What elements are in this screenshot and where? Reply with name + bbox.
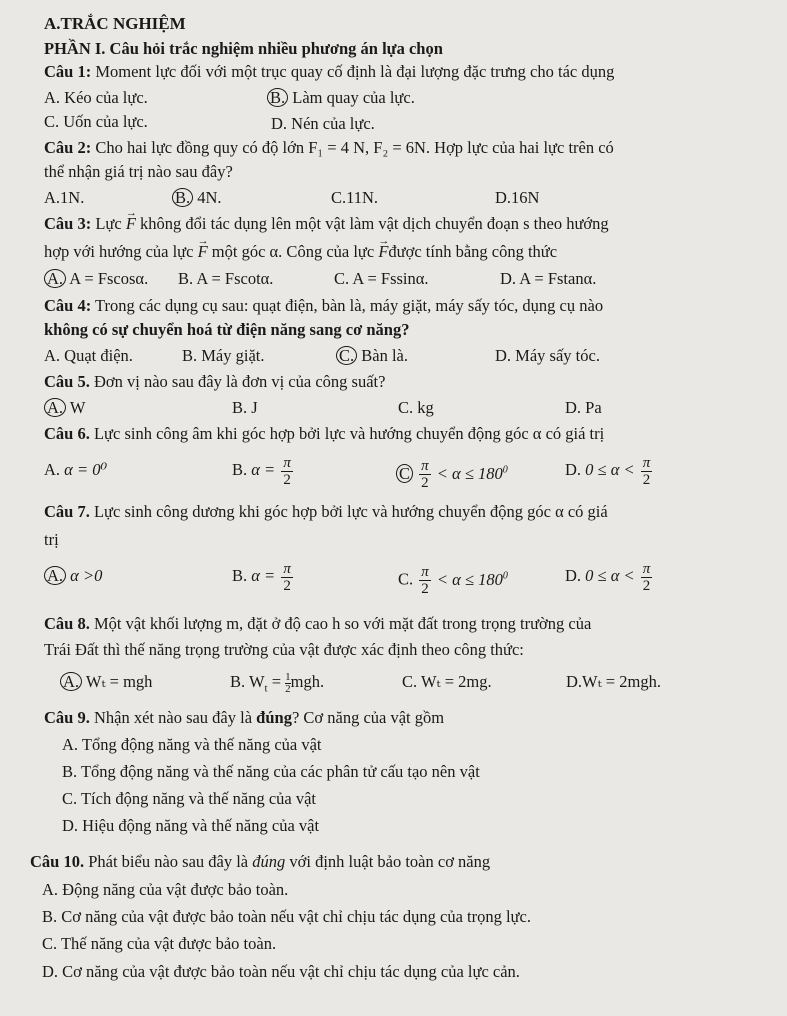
question-emphasis: đúng	[256, 708, 292, 727]
q5-option-b[interactable]: B. J	[232, 398, 258, 417]
q10-option-b[interactable]: B. Cơ năng của vật được bảo toàn nếu vật chỉ chịu tác dụng của trọng lực.	[42, 907, 531, 926]
q10-option-a[interactable]: A. Động năng của vật được bảo toàn.	[42, 880, 289, 899]
q5-option-a[interactable]	[44, 398, 85, 418]
circled-answer-mark: A.	[60, 672, 82, 691]
q5-option-c[interactable]: C. kg	[398, 398, 434, 417]
question-4	[44, 296, 603, 316]
q8-option-d[interactable]: D.Wₜ = 2mgh.	[566, 672, 661, 691]
question-label: Câu 6.	[44, 424, 90, 443]
question-1	[44, 62, 614, 82]
circled-answer-mark: A.	[44, 398, 66, 417]
question-6	[44, 424, 604, 444]
q3-option-b[interactable]: B. A = Fscotα.	[178, 269, 274, 288]
q9-option-c[interactable]: C. Tích động năng và thế năng của vật	[62, 789, 317, 808]
q3-option-a[interactable]	[44, 269, 148, 289]
q7-option-a[interactable]	[44, 566, 102, 586]
q8-option-b[interactable]: B. $W_t$ = $\frac{1}{2}mgh$.	[230, 670, 325, 695]
q2-option-a[interactable]: A.1N.	[44, 188, 85, 207]
q4-option-c[interactable]	[336, 346, 408, 366]
question-2	[44, 138, 614, 158]
option-letter: C.	[398, 569, 414, 589]
option-letter: A.	[44, 460, 61, 479]
question-emphasis: đúng	[252, 852, 286, 871]
q9-option-d[interactable]: D. Hiệu động năng và thế năng của vật	[62, 816, 320, 835]
question-9	[44, 708, 444, 728]
circled-answer-mark: A.	[44, 269, 66, 288]
question-text: Moment lực đối với một trục quay cố định là đại lượng đặc trưng cho tác dụng	[95, 62, 615, 81]
option-text: Làm quay của lực.	[292, 88, 415, 107]
question-2-cont: thể nhận giá trị nào sau đây?	[44, 162, 233, 181]
option-math: α >0	[70, 566, 103, 585]
question-label: Câu 7.	[44, 502, 90, 521]
force-vector: → F	[126, 214, 136, 234]
q7-option-d[interactable]: D. 0 ≤ α < $\frac{\pi}{2}$	[565, 560, 651, 594]
option-text: W	[69, 398, 86, 417]
question-label: Câu 5.	[44, 372, 90, 391]
question-10	[30, 852, 490, 872]
option-text: Wₜ = mgh	[85, 672, 153, 691]
q5-option-d[interactable]: D. Pa	[565, 398, 602, 417]
circled-answer-mark: C.	[336, 346, 357, 365]
question-7-cont: trị	[44, 530, 59, 549]
option-letter: B.	[232, 566, 248, 585]
question-label: Câu 10.	[30, 852, 85, 871]
q7-option-c[interactable]: C. $\frac{\pi}{2}$ < $\alpha \le 180^0$	[398, 564, 508, 598]
question-text: Cho hai lực đồng quy có độ lớn F₁ = 4 N, F₂ = 6N. Hợp lực của hai lực trên có	[95, 138, 614, 157]
part-title: PHẦN I. Câu hỏi trắc nghiệm nhiều phương án lựa chọn	[44, 39, 443, 58]
q1-option-c[interactable]: C. Uốn của lực.	[44, 112, 148, 131]
circled-answer-mark: C	[396, 464, 413, 483]
option-text: Bàn là.	[361, 346, 409, 365]
question-text: Một vật khối lượng m, đặt ở độ cao h so với mặt đất trong trọng trường của	[93, 614, 592, 633]
q6-option-d[interactable]: D. 0 ≤ α < $\frac{\pi}{2}$	[565, 454, 651, 488]
q2-option-b[interactable]	[172, 188, 222, 208]
question-text: một góc α. Công của lực	[211, 242, 375, 261]
q7-option-b[interactable]: B. α = $\frac{\pi}{2}$	[232, 560, 291, 594]
option-text: A = Fscosα.	[69, 269, 149, 288]
circled-answer-mark: B.	[267, 88, 288, 107]
question-8-cont: Trái Đất thì thế năng trọng trường của vật được xác định theo công thức:	[44, 640, 524, 659]
q8-option-c[interactable]: C. Wₜ = 2mg.	[402, 672, 492, 691]
q1-option-d[interactable]: D. Nén của lực.	[271, 114, 375, 133]
question-text: hợp với hướng của lực	[44, 242, 194, 261]
force-vector: → F	[378, 242, 388, 262]
q8-option-a[interactable]	[60, 672, 152, 692]
question-5	[44, 372, 385, 392]
question-label: Câu 8.	[44, 614, 90, 633]
q4-option-a[interactable]: A. Quạt điện.	[44, 346, 133, 365]
option-letter: B.	[230, 672, 246, 691]
question-3	[44, 214, 609, 234]
question-label: Câu 4:	[44, 296, 92, 315]
question-label: Câu 1:	[44, 62, 92, 81]
q3-option-d[interactable]: D. A = Fstanα.	[500, 269, 597, 288]
question-text: được tính bằng công thức	[388, 242, 558, 261]
question-label: Câu 9.	[44, 708, 90, 727]
question-4-cont: không có sự chuyển hoá từ điện năng sang cơ năng?	[44, 320, 410, 339]
question-text: Lực sinh công âm khi góc hợp bởi lực và hướng chuyển động góc α có giá trị	[93, 424, 605, 443]
q6-option-c[interactable]: C $\frac{\pi}{2}$ < $\alpha \le 180^0$	[396, 452, 508, 492]
q1-option-b[interactable]	[267, 88, 415, 108]
q9-option-b[interactable]: B. Tổng động năng và thế năng của các phân tử cấu tạo nên vật	[62, 762, 480, 781]
question-label: Câu 2:	[44, 138, 92, 157]
q2-option-d[interactable]: D.16N	[495, 188, 540, 207]
question-label: Câu 3:	[44, 214, 92, 233]
option-math: α = 0⁰	[64, 460, 108, 479]
option-text: 4N.	[197, 188, 222, 207]
question-7	[44, 502, 608, 522]
force-vector: → F	[198, 242, 208, 262]
q6-option-a[interactable]	[44, 460, 107, 480]
section-header: A.TRẮC NGHIỆM	[44, 14, 186, 33]
option-letter: D.	[565, 566, 582, 585]
question-text: Lực sinh công dương khi góc hợp bởi lực và hướng chuyển động góc α có giá	[93, 502, 608, 521]
question-text: Phát biểu nào sau đây là	[88, 852, 249, 871]
question-text: Nhận xét nào sau đây là	[93, 708, 253, 727]
q1-option-a[interactable]: A. Kéo của lực.	[44, 88, 148, 107]
circled-answer-mark: B.	[172, 188, 193, 207]
option-letter: D.	[565, 460, 582, 479]
question-8	[44, 614, 591, 634]
q2-option-c[interactable]: C.11N.	[331, 188, 379, 207]
q4-option-b[interactable]: B. Máy giặt.	[182, 346, 265, 365]
question-3-cont	[44, 242, 557, 262]
question-text: với định luật bảo toàn cơ năng	[289, 852, 491, 871]
option-letter: B.	[232, 460, 248, 479]
q10-option-d[interactable]: D. Cơ năng của vật được bảo toàn nếu vật chỉ chịu tác dụng của lực cản.	[42, 962, 520, 981]
question-text: ? Cơ năng của vật gồm	[291, 708, 445, 727]
q10-option-c[interactable]: C. Thế năng của vật được bảo toàn.	[42, 934, 277, 953]
question-text: Đơn vị nào sau đây là đơn vị của công suất?	[93, 372, 386, 391]
question-text: Trong các dụng cụ sau: quạt điện, bàn là, máy giặt, máy sấy tóc, dụng cụ nào	[95, 296, 604, 315]
q4-option-d[interactable]: D. Máy sấy tóc.	[495, 346, 600, 365]
question-text: không đổi tác dụng lên một vật làm vật dịch chuyển đoạn s theo hướng	[140, 214, 609, 233]
q6-option-b[interactable]: B. α = $\frac{\pi}{2}$	[232, 454, 291, 488]
circled-answer-mark: A.	[44, 566, 66, 585]
question-text: Lực	[95, 214, 122, 233]
q9-option-a[interactable]: A. Tổng động năng và thế năng của vật	[62, 735, 322, 754]
q3-option-c[interactable]: C. A = Fssinα.	[334, 269, 429, 288]
